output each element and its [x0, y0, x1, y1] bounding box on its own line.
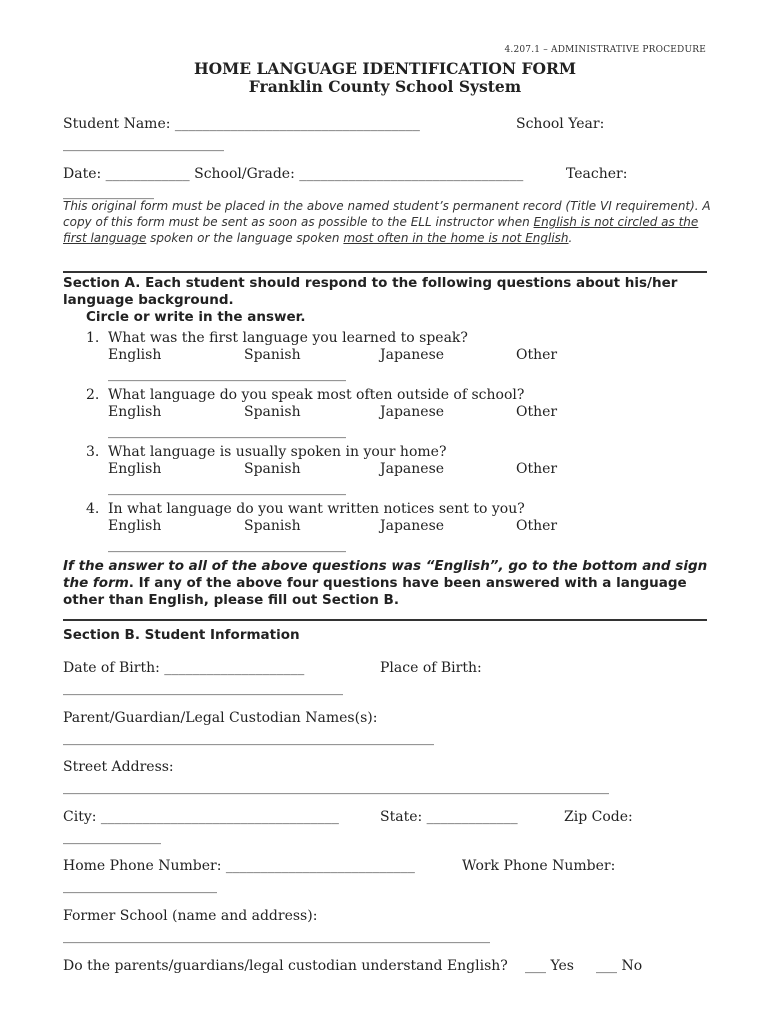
option-english[interactable]: English — [108, 347, 162, 363]
home-phone-field[interactable]: Home Phone Number: ___________________________ — [63, 858, 415, 874]
question-4 — [86, 501, 525, 517]
state-field[interactable]: State: _____________ — [380, 809, 518, 825]
question-text: What was the first language you learned to speak? — [108, 330, 468, 346]
question-number: 4. — [86, 501, 100, 517]
option-japanese[interactable]: Japanese — [380, 518, 445, 534]
other-language-field[interactable]: __________________________________ — [108, 423, 346, 439]
question-2 — [86, 387, 524, 403]
section-a-instruction: Circle or write in the answer. — [86, 309, 306, 325]
school-year-field[interactable]: _______________________ — [63, 136, 224, 152]
city-field[interactable]: City: __________________________________ — [63, 809, 339, 825]
place-of-birth-field[interactable]: ________________________________________ — [63, 680, 343, 696]
option-other[interactable]: Other — [516, 461, 558, 477]
work-phone-label: Work Phone Number: — [462, 858, 616, 874]
former-school-label: Former School (name and address): — [63, 908, 318, 924]
option-other[interactable]: Other — [516, 518, 558, 534]
option-english[interactable]: English — [108, 461, 162, 477]
note-underline-home-language: most often in the home is not English — [343, 231, 569, 245]
section-a-follow-up — [63, 558, 713, 609]
note-text: This original form must be placed in the above named student’s permanent record (Title VI requirement). A copy of this form must be sent as soon as possible to the ELL instructor when — [63, 199, 711, 229]
record-note — [63, 198, 711, 246]
option-english[interactable]: English — [108, 518, 162, 534]
option-other[interactable]: Other — [516, 347, 558, 363]
question-text: What language is usually spoken in your home? — [108, 444, 447, 460]
understand-english-question: Do the parents/guardians/legal custodian understand English? — [63, 958, 508, 974]
other-language-field[interactable]: __________________________________ — [108, 366, 346, 382]
understand-english-yes[interactable]: ___ Yes — [525, 958, 574, 974]
form-title: HOME LANGUAGE IDENTIFICATION FORM — [194, 59, 576, 78]
note-text: . — [568, 231, 573, 245]
school-year-label: School Year: — [516, 116, 605, 132]
question-3 — [86, 444, 446, 460]
question-number: 2. — [86, 387, 100, 403]
question-text: In what language do you want written notices sent to you? — [108, 501, 525, 517]
follow-up-italic: If the answer to all of the above questions was “English”, go to the bottom and sign the form — [63, 558, 708, 591]
option-english[interactable]: English — [108, 404, 162, 420]
teacher-field[interactable]: _____________ — [63, 184, 154, 200]
option-spanish[interactable]: Spanish — [244, 347, 301, 363]
question-number: 3. — [86, 444, 100, 460]
teacher-label: Teacher: — [566, 166, 628, 182]
option-japanese[interactable]: Japanese — [380, 347, 445, 363]
parent-names-field[interactable]: _____________________________________________________ — [63, 730, 434, 746]
parent-names-label: Parent/Guardian/Legal Custodian Names(s): — [63, 710, 378, 726]
follow-up-text: . If any of the above four questions have been answered with a language other than English, please fill out Section B. — [63, 575, 687, 608]
street-address-field[interactable]: ______________________________________________________________________________ — [63, 779, 609, 795]
street-address-label: Street Address: — [63, 759, 174, 775]
zip-code-label: Zip Code: — [564, 809, 633, 825]
other-language-field[interactable]: __________________________________ — [108, 537, 346, 553]
option-japanese[interactable]: Japanese — [380, 404, 445, 420]
date-grade-field[interactable]: Date: ____________ School/Grade: ________________________________ — [63, 166, 524, 182]
question-text: What language do you speak most often outside of school? — [108, 387, 525, 403]
option-japanese[interactable]: Japanese — [380, 461, 445, 477]
option-spanish[interactable]: Spanish — [244, 518, 301, 534]
section-a-heading: Section A. Each student should respond to the following questions about his/her language background. — [63, 275, 678, 308]
work-phone-field[interactable]: ______________________ — [63, 878, 217, 894]
section-divider — [63, 271, 707, 273]
section-divider — [63, 619, 707, 621]
question-number: 1. — [86, 330, 100, 346]
former-school-field[interactable]: _____________________________________________________________ — [63, 928, 490, 944]
place-of-birth-label: Place of Birth: — [380, 660, 482, 676]
option-spanish[interactable]: Spanish — [244, 461, 301, 477]
option-other[interactable]: Other — [516, 404, 558, 420]
understand-english-no[interactable]: ___ No — [596, 958, 643, 974]
date-of-birth-field[interactable]: Date of Birth: ____________________ — [63, 660, 305, 676]
procedure-number: 4.207.1 – ADMINISTRATIVE PROCEDURE — [504, 45, 706, 55]
form-subtitle: Franklin County School System — [248, 77, 522, 96]
note-underline-first-language: English is not circled as the first language — [63, 215, 699, 245]
note-text: spoken or the language spoken — [146, 231, 344, 245]
zip-code-field[interactable]: ______________ — [63, 829, 161, 845]
student-name-field[interactable]: Student Name: ___________________________________ — [63, 116, 420, 132]
other-language-field[interactable]: __________________________________ — [108, 480, 346, 496]
option-spanish[interactable]: Spanish — [244, 404, 301, 420]
section-b-heading: Section B. Student Information — [63, 627, 300, 643]
question-1 — [86, 330, 468, 346]
